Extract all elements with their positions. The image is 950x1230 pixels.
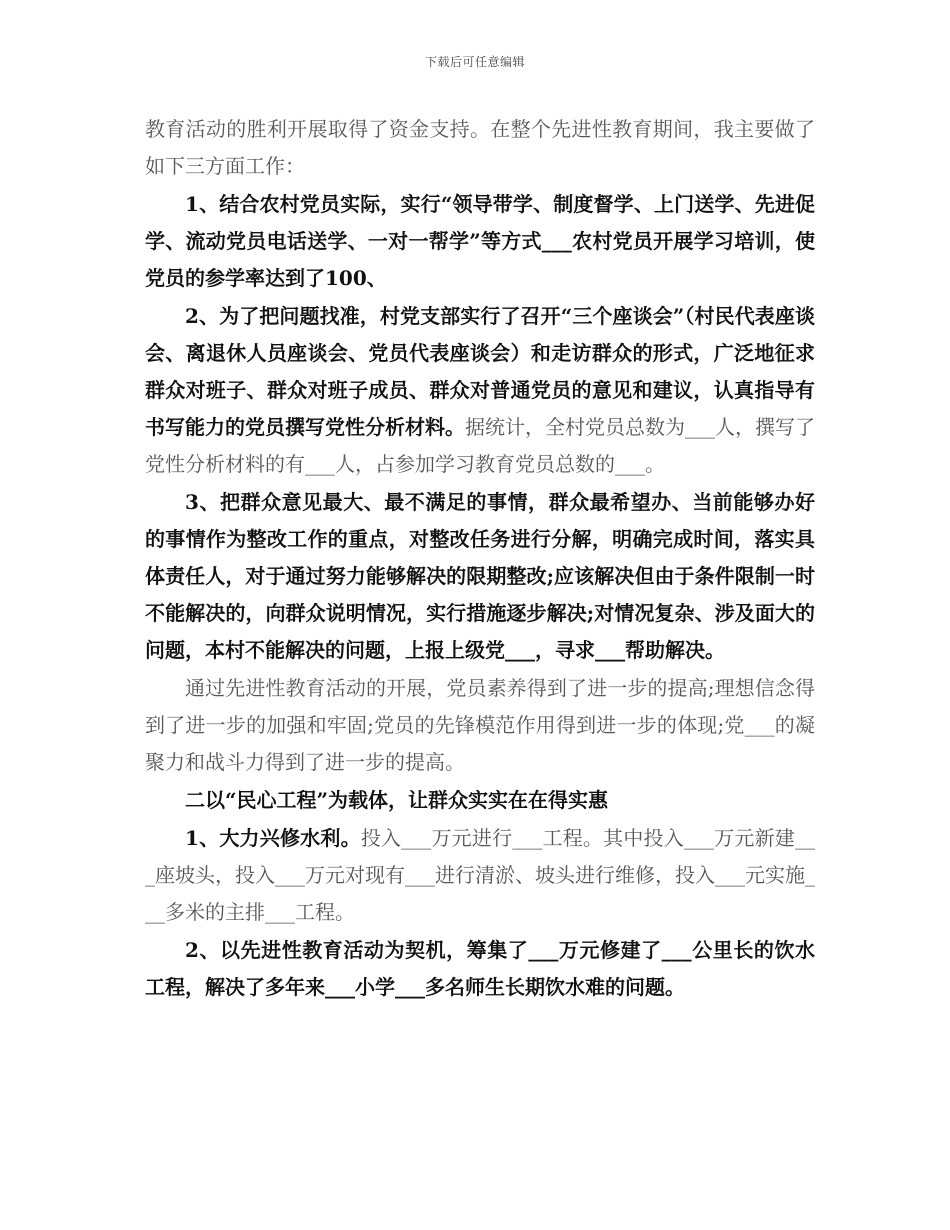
section-heading: 二以“民心工程”为载体，让群众实实在在得实惠 [185, 788, 609, 812]
paragraph-intro: 教育活动的胜利开展取得了资金支持。在整个先进性教育期间，我主要做了如下三方面工作： [145, 117, 815, 178]
document-body [145, 111, 815, 1006]
paragraph-summary: 通过先进性教育活动的开展，党员素养得到了进一步的提高;理想信念得到了进一步的加强和牢固;党员的先锋模范作用得到进一步的体现;党___的凝聚力和战斗力得到了进一步的提高。 [145, 676, 815, 774]
paragraph-item-1: 1、结合农村党员实际，实行“领导带学、制度督学、上门送学、先进促学、流动党员电话送学、一对一帮学”等方式___农村党员开展学习培训，使党员的参学率达到了100、 [145, 192, 815, 290]
water-conservancy-detail: 投入___万元进行___工程。其中投入___万元新建___座坡头，投入___万元对现有___进行清淤、坡头进行维修，投入___元实施___多米的主排___工程。 [145, 826, 816, 924]
water-conservancy-title: 1、大力兴修水利。 [185, 826, 361, 850]
paragraph-item-2-stats: 据统计，全村党员总数为___人，撰写了党性分析材料的有___人，占参加学习教育党员总数的___。 [145, 415, 815, 476]
paragraph-water-conservancy [145, 820, 815, 931]
page-header: 下载后可任意编辑 [424, 55, 525, 69]
paragraph-item-2-bold: 2、为了把问题找准，村党支部实行了召开“三个座谈会”（村民代表座谈会、离退休人员座谈会、党员代表座谈会）和走访群众的形式，广泛地征求群众对班子、群众对班子成员、群众对普通党员的意见和建议，认真指导有书写能力的党员撰写党性分析材料。 [145, 304, 815, 439]
paragraph-item-3: 3、把群众意见最大、最不满足的事情，群众最希望办、当前能够办好的事情作为整改工作的重点，对整改任务进行分解，明确完成时间，落实具体责任人，对于通过努力能够解决的限期整改;应该解决但由于条件限制一时不能解决的，向群众说明情况，实行措施逐步解决;对情况复杂、涉及面大的问题，本村不能解决的问题，上报上级党___，寻求___帮助解决。 [145, 490, 815, 662]
paragraph-drinking-water: 2、以先进性教育活动为契机，筹集了___万元修建了___公里长的饮水工程，解决了多年来___小学___多名师生长期饮水难的问题。 [145, 938, 815, 999]
paragraph-item-2 [145, 298, 815, 483]
